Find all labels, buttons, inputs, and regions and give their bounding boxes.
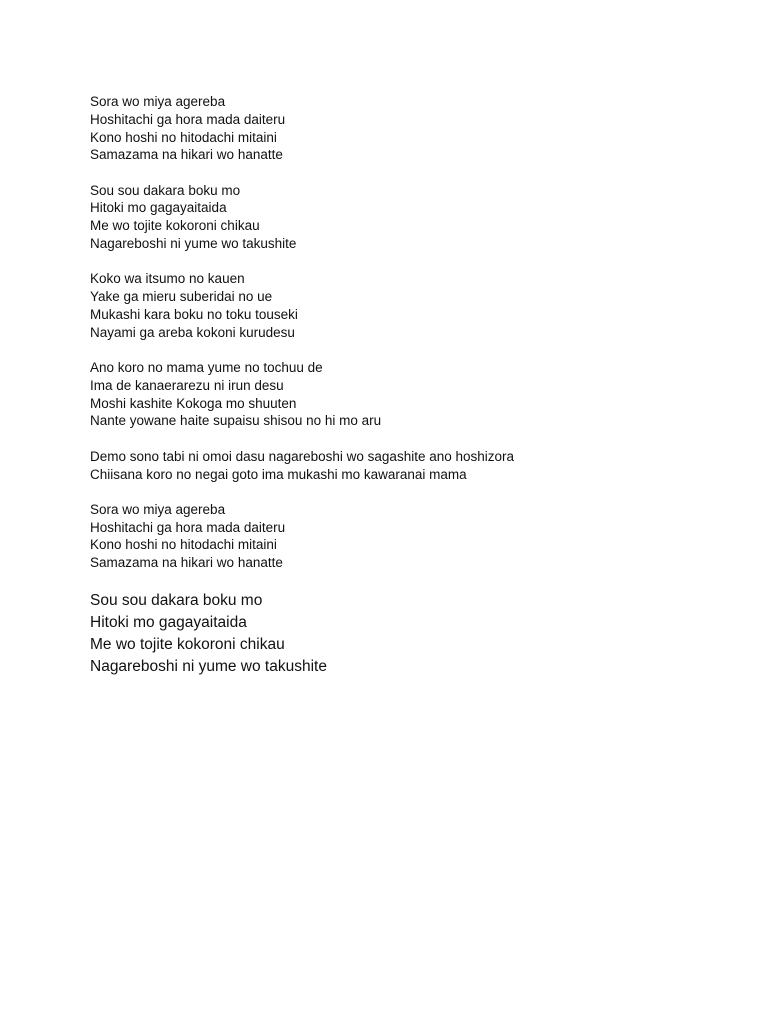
lyric-line: Nante yowane haite supaisu shisou no hi mo aru (90, 413, 382, 429)
lyric-line: Samazama na hikari wo hanatte (90, 147, 283, 163)
lyric-line: Demo sono tabi ni omoi dasu nagareboshi wo sagashite ano hoshizora (90, 448, 515, 464)
stanza-7 (90, 590, 730, 678)
lyric-line: Mukashi kara boku no toku touseki (90, 306, 298, 322)
lyric-line: Nagareboshi ni yume wo takushite (90, 236, 297, 252)
lyric-line: Hoshitachi ga hora mada daiteru (90, 111, 286, 127)
lyric-line: Hoshitachi ga hora mada daiteru (90, 519, 286, 535)
lyric-line: Sora wo miya agereba (90, 94, 226, 109)
lyric-line: Nayami ga areba kokoni kurudesu (90, 324, 295, 340)
lyric-line: Nagareboshi ni yume wo takushite (90, 657, 327, 675)
stanza-2 (90, 182, 730, 253)
lyric-line: Koko wa itsumo no kauen (90, 271, 245, 287)
stanza-4 (90, 359, 730, 430)
lyric-line: Me wo tojite kokoroni chikau (90, 218, 260, 234)
lyric-line: Sora wo miya agereba (90, 501, 226, 517)
lyric-line: Kono hoshi no hitodachi mitaini (90, 129, 277, 145)
lyric-line: Ima de kanaerarezu ni irun desu (90, 377, 284, 393)
lyric-line: Chiisana koro no negai goto ima mukashi mo kawaranai mama (90, 466, 467, 482)
lyric-line: Hitoki mo gagayaitaida (90, 613, 247, 631)
lyric-line: Me wo tojite kokoroni chikau (90, 635, 285, 653)
lyric-line: Samazama na hikari wo hanatte (90, 555, 283, 571)
lyrics-body (90, 93, 730, 695)
lyric-line: Ano koro no mama yume no tochuu de (90, 360, 323, 376)
lyric-line: Sou sou dakara boku mo (90, 182, 241, 198)
stanza-1 (90, 93, 730, 164)
stanza-5 (90, 448, 730, 484)
stanza-6 (90, 501, 730, 572)
lyric-line: Moshi kashite Kokoga mo shuuten (90, 395, 297, 411)
stanza-3 (90, 270, 730, 341)
lyric-line: Yake ga mieru suberidai no ue (90, 289, 273, 305)
lyric-line: Hitoki mo gagayaitaida (90, 200, 227, 216)
lyric-line: Sou sou dakara boku mo (90, 591, 263, 609)
lyric-line: Kono hoshi no hitodachi mitaini (90, 537, 277, 553)
